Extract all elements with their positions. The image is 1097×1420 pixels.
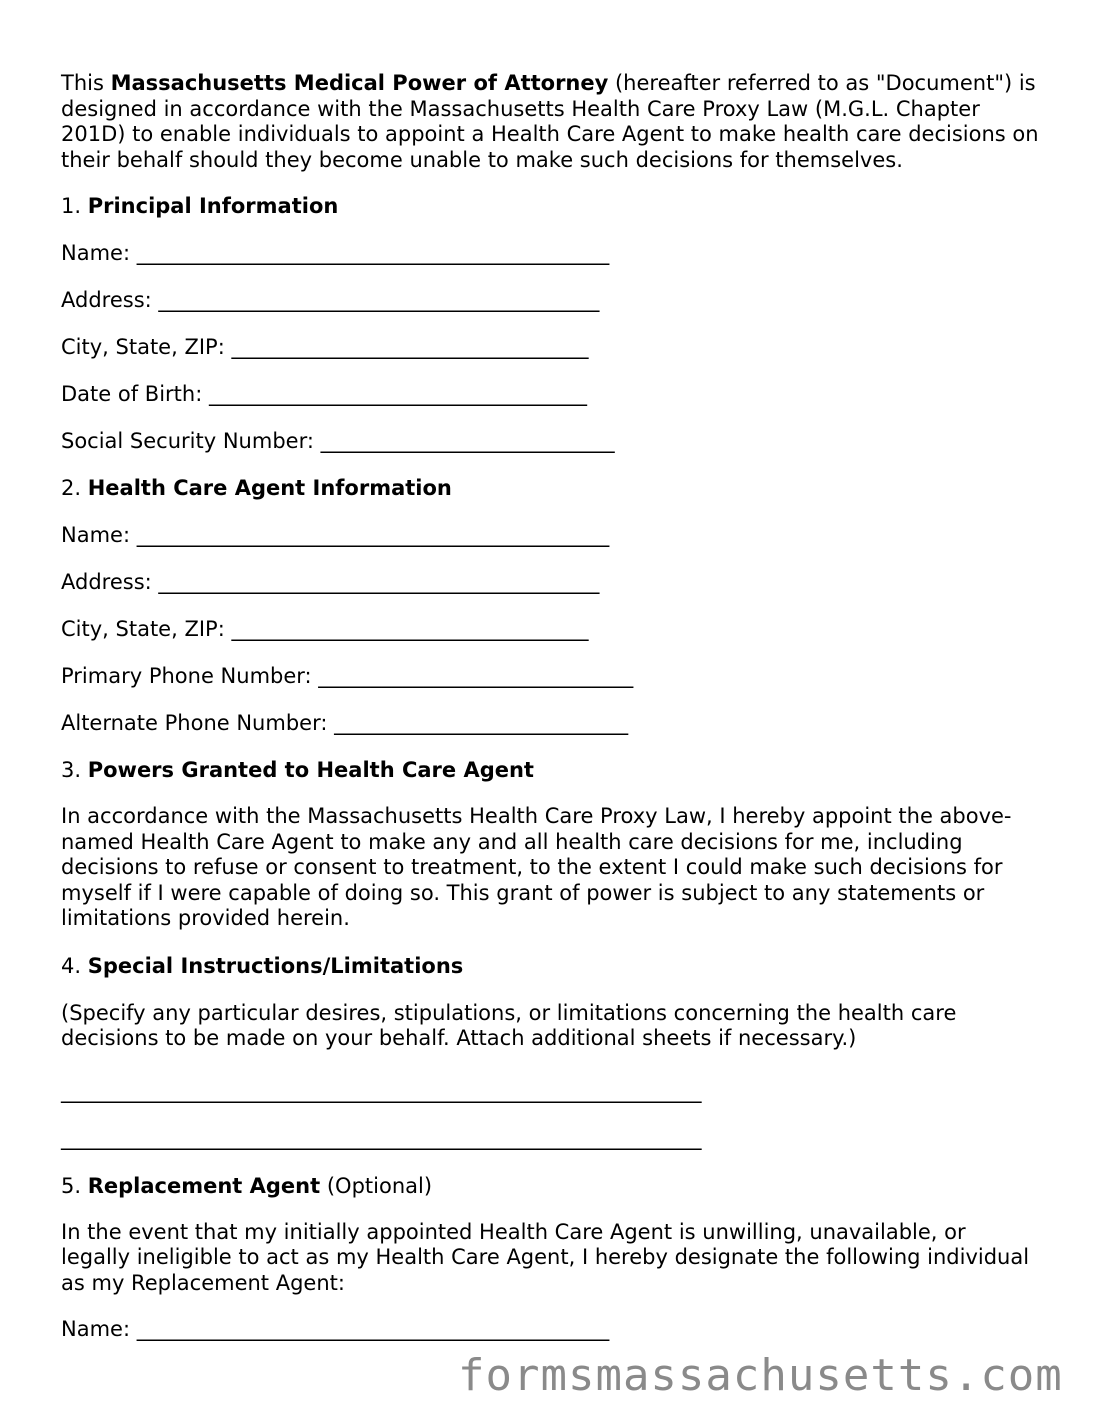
agent-alternate-phone-field[interactable]: Alternate Phone Number: ____________________________ <box>61 711 629 735</box>
replacement-paragraph: In the event that my initially appointed Health Care Agent is unwilling, unavailable, or legally ineligible to act as my Health Care Agent, I hereby designate the following individual as my Replacement Agent: <box>61 1219 1030 1295</box>
agent-name-field[interactable]: Name: _____________________________________________ <box>61 523 610 547</box>
instructions-paragraph: (Specify any particular desires, stipulations, or limitations concerning the health care decisions to be made on your behalf. Attach additional sheets if necessary.) <box>61 1000 957 1050</box>
intro-text: (hereafter referred to as "Document") is designed in accordance with the Massachusetts Health Care Proxy Law (M.G.L. Chapter 201D) to enable individuals to appoint a Health Care Agent to make health care decisions on their behalf should they become unable to make such decisions for themselves. <box>61 71 1039 172</box>
principal-name-field[interactable]: Name: _____________________________________________ <box>61 241 610 265</box>
powers-paragraph: In accordance with the Massachusetts Health Care Proxy Law, I hereby appoint the above-named Health Care Agent to make any and all health care decisions for me, including decisions to refuse or consent to treatment, to the extent I could make such decisions for myself if I were capable of doing so. This grant of power is subject to any statements or limitations provided herein. <box>61 804 1012 930</box>
principal-city-field[interactable]: City, State, ZIP: __________________________________ <box>61 335 589 359</box>
instructions-line-1[interactable]: _____________________________________________________________ <box>61 1078 702 1103</box>
agent-city-field[interactable]: City, State, ZIP: __________________________________ <box>61 617 589 641</box>
section4-heading: 4. Special Instructions/Limitations <box>61 953 464 978</box>
agent-primary-phone-field[interactable]: Primary Phone Number: ______________________________ <box>61 664 634 688</box>
section1-heading: 1. Principal Information <box>61 194 339 218</box>
instructions-line-2[interactable]: _____________________________________________________________ <box>61 1125 702 1150</box>
agent-address-field[interactable]: Address: __________________________________________ <box>61 570 600 594</box>
document-title: Massachusetts Medical Power of Attorney <box>110 71 609 95</box>
section5-heading: 5. Replacement Agent (Optional) <box>61 1173 433 1198</box>
watermark: formsmassachusetts.com <box>458 1350 1063 1401</box>
section2-heading: 2. Health Care Agent Information <box>61 476 452 500</box>
replacement-name-field[interactable]: Name: _____________________________________________ <box>61 1317 610 1341</box>
principal-dob-field[interactable]: Date of Birth: ____________________________________ <box>61 382 587 406</box>
document-page <box>61 71 1041 1342</box>
principal-ssn-field[interactable]: Social Security Number: ____________________________ <box>61 429 615 453</box>
intro-lead: This <box>61 71 111 95</box>
principal-address-field[interactable]: Address: __________________________________________ <box>61 288 600 312</box>
section3-heading: 3. Powers Granted to Health Care Agent <box>61 758 534 782</box>
intro-paragraph <box>61 71 1041 173</box>
